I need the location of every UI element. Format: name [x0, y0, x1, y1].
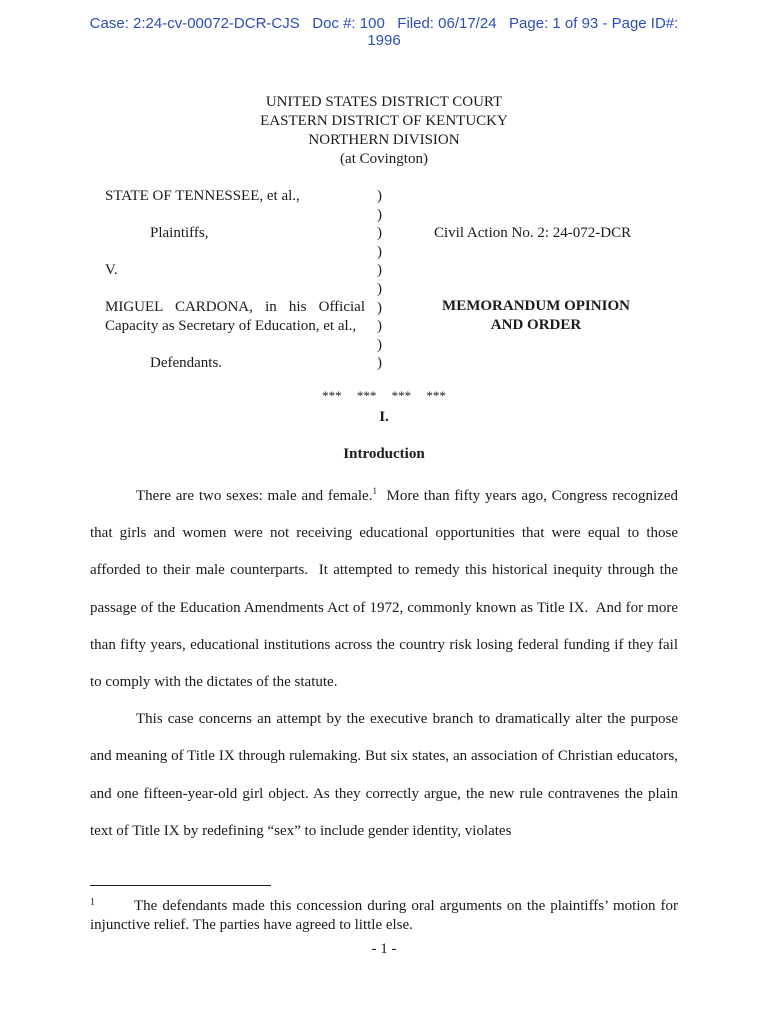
section-number: I. [379, 409, 389, 425]
footnote-number: 1 [90, 897, 95, 908]
caption-paren: ) [377, 355, 382, 372]
footnote [90, 893, 678, 935]
section-separator: *** *** *** *** [322, 388, 446, 403]
ecf-header-line1: Case: 2:24-cv-00072-DCR-CJS Doc #: 100 Filed: 06/17/24 Page: 1 of 93 - Page ID#: [89, 15, 679, 32]
versus-label: V. [105, 262, 118, 278]
paragraph [90, 478, 682, 701]
caption-paren: ) [377, 336, 382, 353]
section-title: Introduction [343, 446, 425, 462]
footnote-reference[interactable]: 1 [372, 486, 377, 496]
paragraph-text: There are two sexes: male and female. [136, 488, 373, 504]
page-number: - 1 - [371, 941, 397, 957]
document-title-line1: MEMORANDUM OPINION [442, 298, 630, 314]
caption-paren: ) [377, 281, 382, 297]
caption-paren: ) [377, 243, 382, 260]
paragraph-text: More than fifty years ago, Congress recognized that girls and women were not receiving educational opportunities that were equal to those afforded to their male counterparts. It attempted to remedy this historical inequity through the passage of the Education Amendments Act of 1972, commonly known as Title IX. And for more than fifty years, educational institutions across the country risk losing federal funding if they fail to comply with the dictates of the statute. [90, 488, 682, 691]
document-title-line2: AND ORDER [490, 317, 582, 333]
caption-paren: ) [377, 318, 382, 335]
court-district: EASTERN DISTRICT OF KENTUCKY [260, 113, 508, 129]
plaintiffs-label: Plaintiffs, [150, 225, 209, 241]
court-division: NORTHERN DIVISION [308, 132, 460, 148]
footnote-text: The defendants made this concession during oral arguments on the plaintiffs’ motion for injunctive relief. The parties have agreed to little else. [90, 898, 678, 933]
defendant-name: MIGUEL CARDONA, in his Official Capacity as Secretary of Education, et al., [105, 299, 365, 334]
caption-paren: ) [377, 262, 382, 279]
plaintiff-name: STATE OF TENNESSEE, et al., [105, 188, 300, 204]
caption-paren: ) [377, 206, 382, 223]
body-text [90, 478, 682, 850]
caption-paren: ) [377, 225, 382, 242]
court-location: (at Covington) [340, 151, 428, 167]
civil-action-number: Civil Action No. 2: 24-072-DCR [434, 225, 632, 241]
caption-paren: ) [377, 299, 382, 316]
court-name: UNITED STATES DISTRICT COURT [265, 94, 503, 110]
document-title [420, 297, 652, 335]
defendants-label: Defendants. [150, 355, 223, 371]
paragraph: This case concerns an attempt by the executive branch to dramatically alter the purpose and meaning of Title IX through rulemaking. But six states, an association of Christian educators, and one fifteen-year-old girl object. As they correctly argue, the new rule contravenes the plain text of Title IX by redefining “sex” to include gender identity, violates [90, 711, 678, 839]
ecf-header [60, 15, 708, 49]
caption-paren: ) [377, 188, 382, 204]
court-heading [0, 93, 768, 169]
footnote-divider [90, 885, 271, 886]
ecf-header-line2: 1996 [367, 32, 401, 49]
